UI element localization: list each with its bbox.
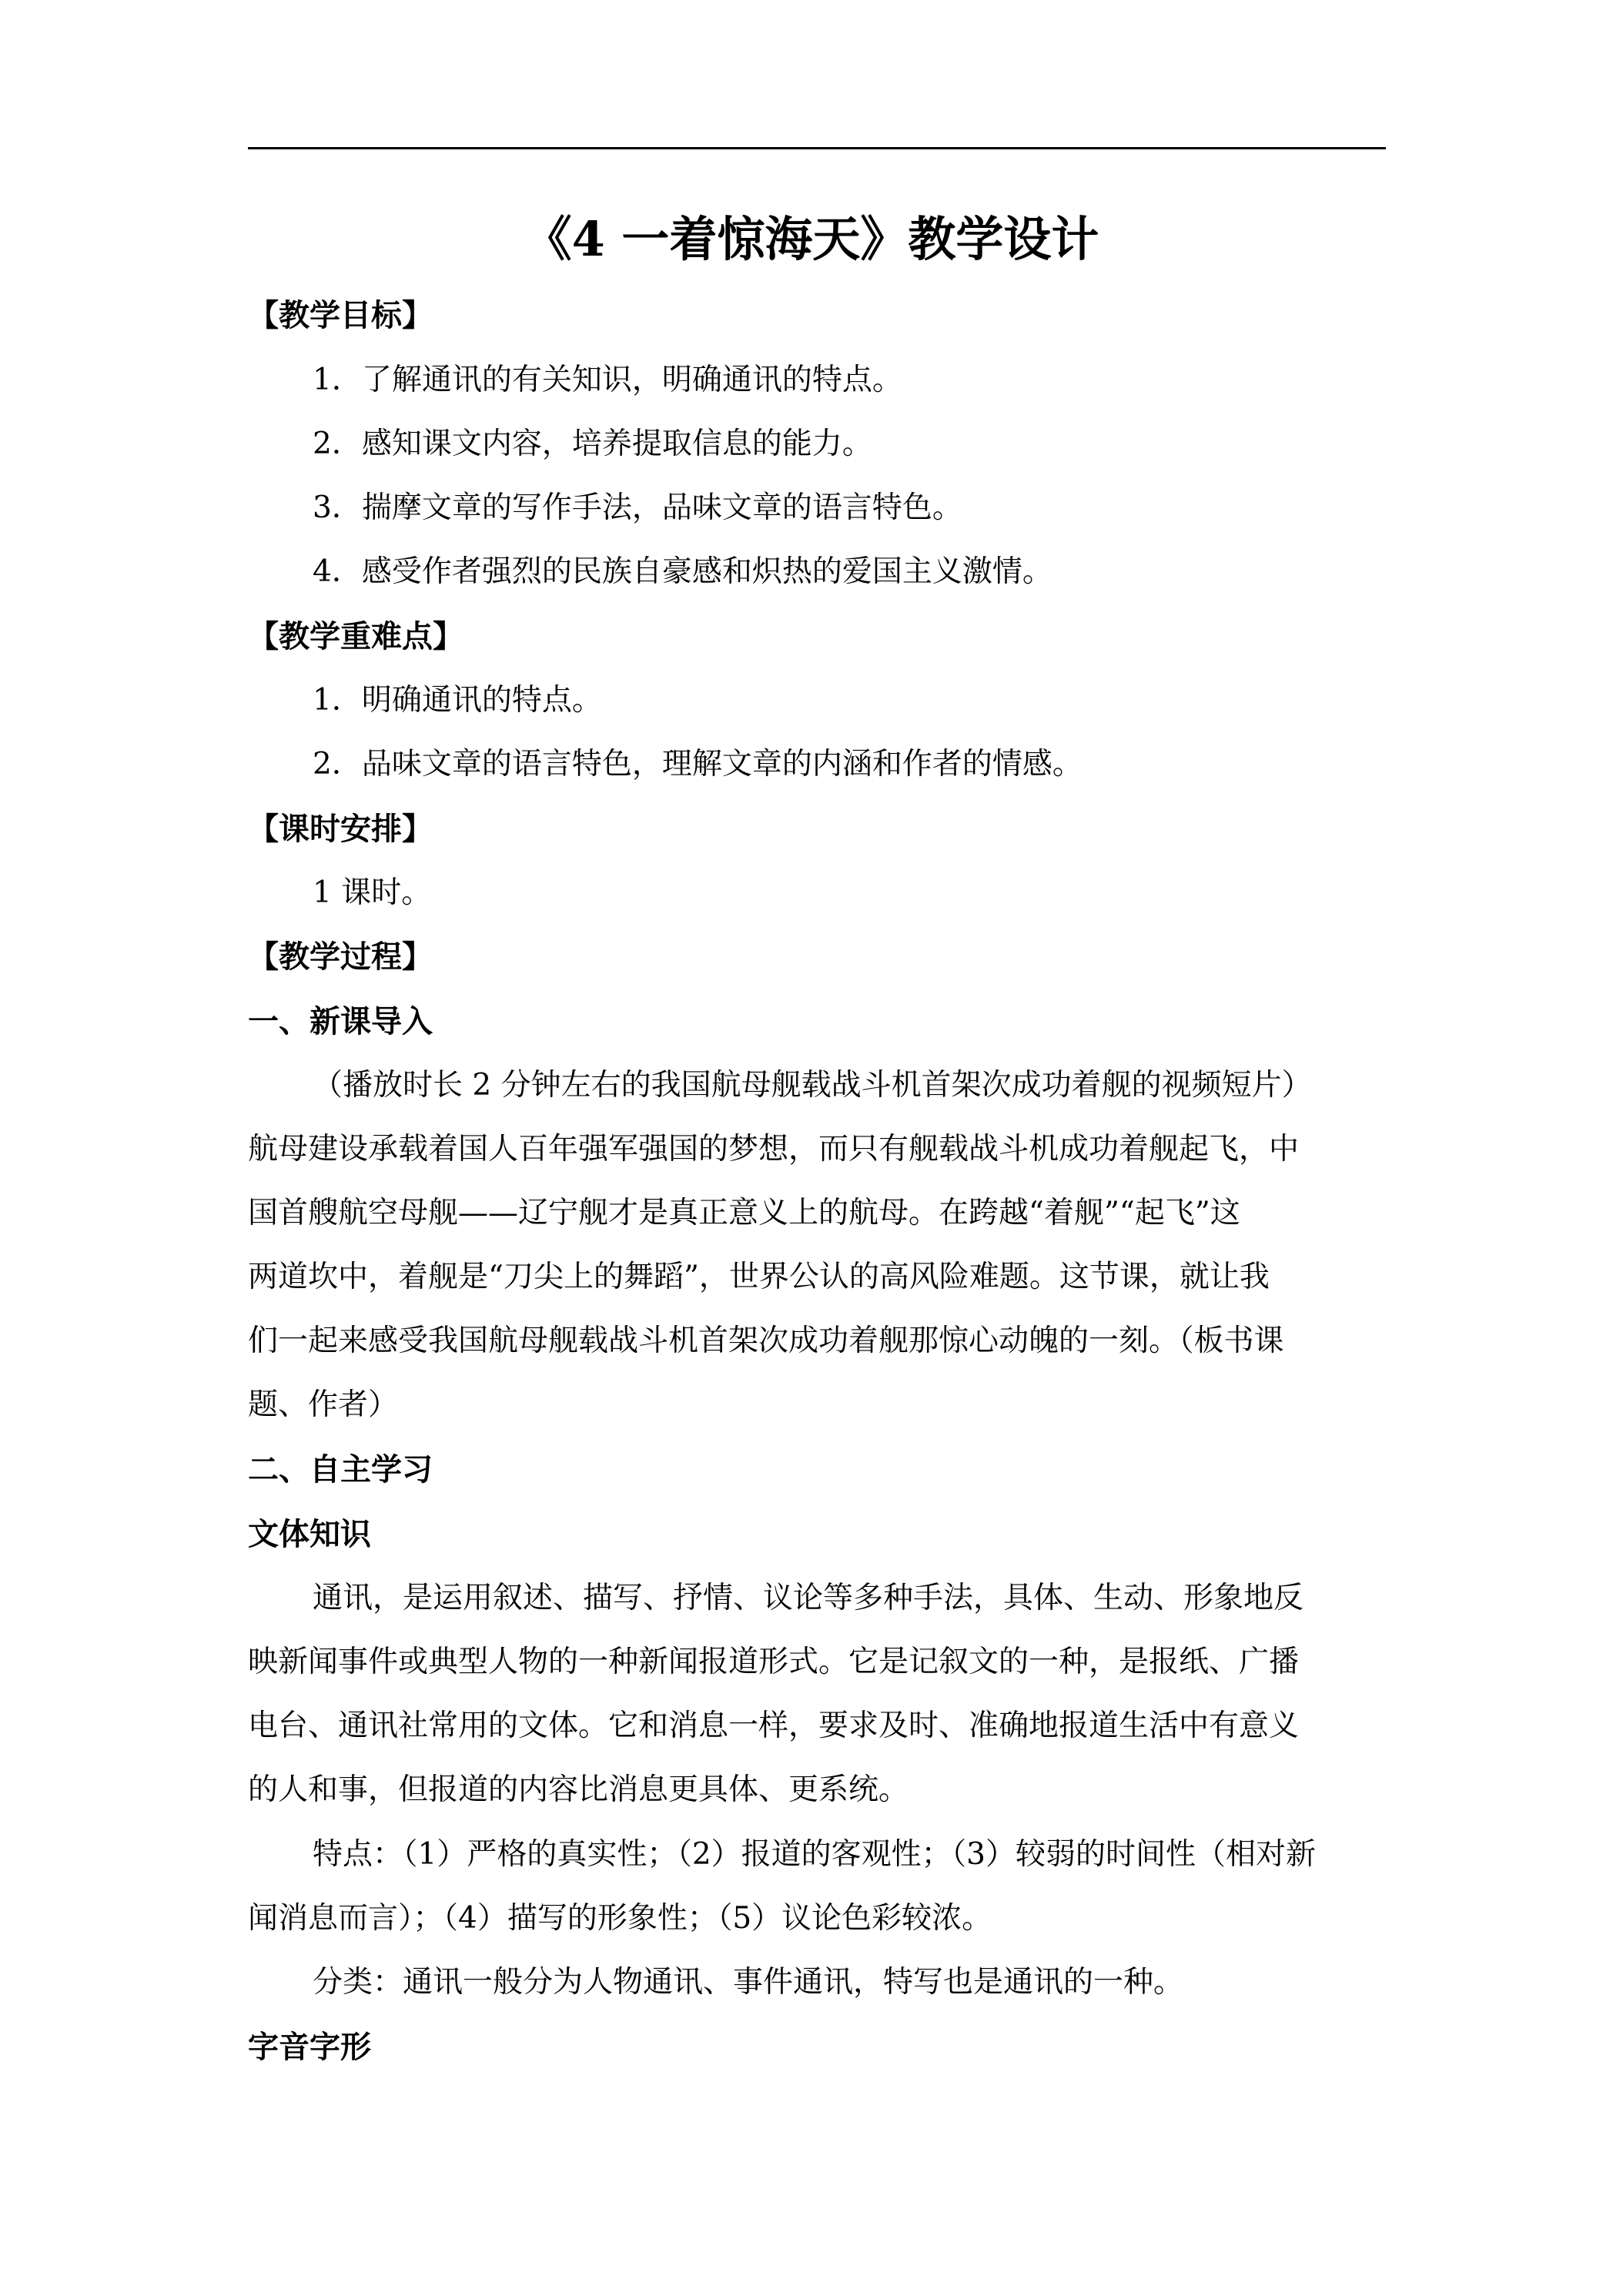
objective-item: 4．感受作者强烈的民族自豪感和炽热的爱国主义激情。 — [313, 554, 1052, 589]
part1-line: 航母建设承载着国人百年强军强国的梦想，而只有舰载战斗机成功着舰起飞，中 — [248, 1132, 1300, 1166]
part1-line: 国首艘航空母舰——辽宁舰才是真正意义上的航母。在跨越“着舰”“起飞”这 — [248, 1196, 1240, 1230]
header-rule — [248, 147, 1386, 149]
genre-line: 的人和事，但报道的内容比消息更具体、更系统。 — [248, 1772, 909, 1807]
page-title: 《4 一着惊海天》教学设计 — [524, 211, 1099, 267]
pronunciation-heading: 字音字形 — [248, 2030, 371, 2065]
genre-line: 通讯，是运用叙述、描写、抒情、议论等多种手法，具体、生动、形象地反 — [313, 1581, 1304, 1615]
genre-line: 电台、通讯社常用的文体。它和消息一样，要求及时、准确地报道生活中有意义 — [248, 1709, 1300, 1743]
part1-heading: 一、新课导入 — [248, 1004, 433, 1039]
features-line: 闻消息而言）；（4）描写的形象性；（5）议论色彩较浓。 — [248, 1901, 992, 1936]
genre-heading: 文体知识 — [248, 1517, 371, 1552]
classification-line: 分类：通讯一般分为人物通讯、事件通讯，特写也是通讯的一种。 — [313, 1965, 1184, 2000]
objective-item: 3．揣摩文章的写作手法，品味文章的语言特色。 — [313, 490, 962, 525]
part1-line: （播放时长 2 分钟左右的我国航母舰载战斗机首架次成功着舰的视频短片） — [313, 1068, 1312, 1103]
part1-line: 两道坎中，着舰是“刀尖上的舞蹈”，世界公认的高风险难题。这节课，就让我 — [248, 1260, 1270, 1294]
process-heading: 【教学过程】 — [248, 939, 433, 975]
key-point-item: 2．品味文章的语言特色，理解文章的内涵和作者的情感。 — [313, 747, 1083, 782]
key-point-item: 1．明确通讯的特点。 — [313, 683, 602, 718]
features-line: 特点：（1）严格的真实性；（2）报道的客观性；（3）较弱的时间性（相对新 — [313, 1837, 1316, 1872]
schedule-text: 1 课时。 — [313, 875, 432, 910]
part1-line: 题、作者） — [248, 1387, 399, 1422]
part1-line: 们一起来感受我国航母舰载战斗机首架次成功着舰那惊心动魄的一刻。（板书课 — [248, 1324, 1284, 1358]
objective-item: 2．感知课文内容，培养提取信息的能力。 — [313, 427, 872, 461]
genre-line: 映新闻事件或典型人物的一种新闻报道形式。它是记叙文的一种，是报纸、广播 — [248, 1645, 1300, 1679]
key-points-heading: 【教学重难点】 — [248, 619, 463, 654]
objectives-heading: 【教学目标】 — [248, 298, 433, 333]
schedule-heading: 【课时安排】 — [248, 812, 433, 847]
part2-heading: 二、自主学习 — [248, 1452, 433, 1488]
objective-item: 1．了解通讯的有关知识，明确通讯的特点。 — [313, 363, 902, 397]
